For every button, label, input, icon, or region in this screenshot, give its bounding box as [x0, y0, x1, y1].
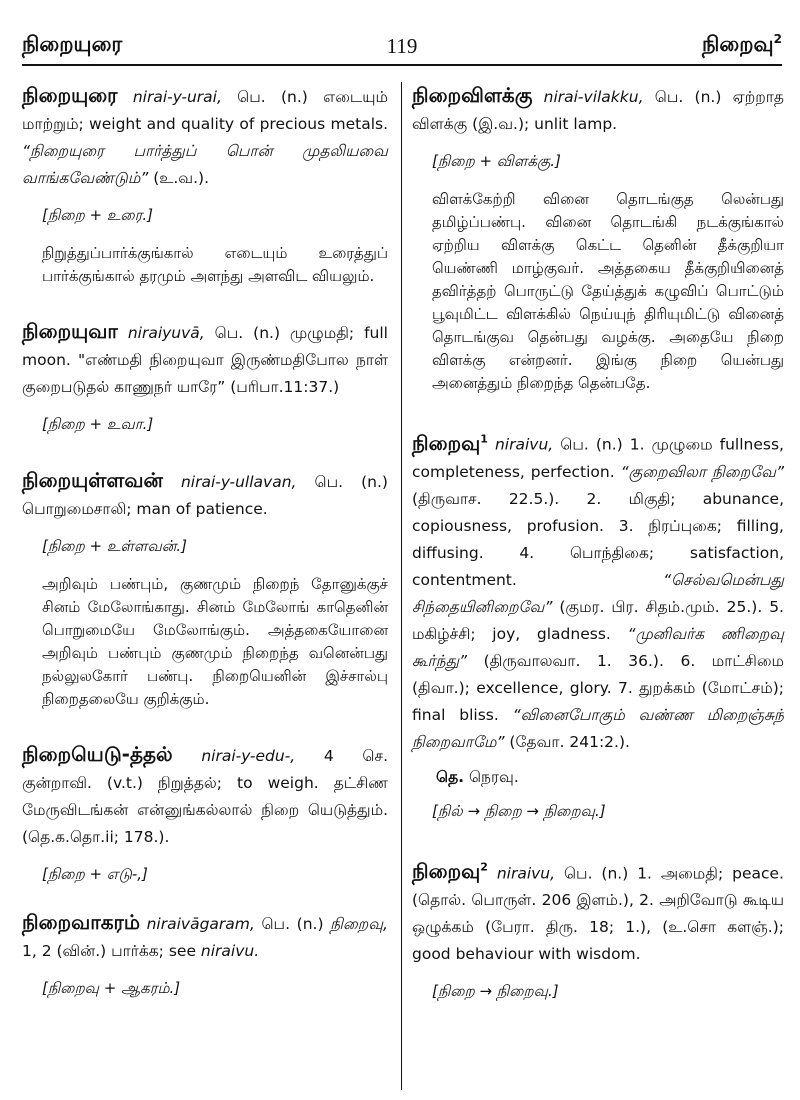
etymology: [நிறை + உரை.]: [42, 206, 153, 224]
entry-niraivagaram: [22, 909, 388, 1001]
etymology: [நில் → நிறை → நிறைவு.]: [432, 801, 606, 820]
headword: நிறைவாகரம்: [22, 910, 140, 934]
headword: நிறையுவா: [22, 319, 118, 343]
entry-definition: நிறையுள்ளவன் nirai-y-ullavan, பெ. (n.) பொறுமைசாலி; man of patience.: [22, 468, 388, 518]
left-column: [22, 82, 388, 1001]
quotation: “முனிவர்க ணிறைவு கூர்ந்து”: [412, 624, 784, 670]
entry-definition: நிறைவு$^2$ niraivu, பெ. (n.) 1. அமைதி; peace. (தொல். பொருள். 206 இளம்.), 2. அறிவோடு கூடிய ஒழுக்கம் (பேரா. திரு. 18; 1.), (உ.சொ களஞ்.); good behaviour with wisdom.: [412, 859, 784, 964]
etymology: [நிறை + உவா.]: [42, 415, 154, 433]
right-column: [412, 82, 784, 1004]
entry-definition: நிறைவு$^1$ niraivu, பெ. (n.) 1. முழுமை fullness, completeness, perfection. “குறைவிலா நிறைவே” (திருவாச. 22.5.). 2. மிகுதி; abunance, copiousness, profusion. 3. நிரப்புகை; filling, diffusing. 4. பொந்திகை; satisfaction, contentment. “செல்வமென்பது சிந்தையினிறைவே” (குமர. பிர. சிதம்.மும். 25.). 5. மகிழ்ச்சி; joy, gladness. “முனிவர்க ணிறைவு கூர்ந்து” (திருவாலவா. 1. 36.). 6. மாட்சிமை (திவா.); excellence, glory. 7. துறக்கம் (மோட்சம்); final bliss. “வினைபோகும் வண்ண மிறைஞ்சுந் நிறைவாமே” (தேவா. 241:2.).: [412, 430, 784, 751]
entry-niraivu-2: [412, 854, 784, 1005]
cognate: தெ. நெரவு.: [436, 767, 519, 786]
headword: நிறைவு$^2$: [412, 859, 488, 884]
entry-niraiyuva: [22, 318, 388, 437]
etymology: [நிறைவு + ஆகரம்.]: [42, 979, 181, 997]
quotation: “வினைபோகும் வண்ண மிறைஞ்சுந் நிறைவாமே”: [412, 705, 784, 751]
entry-niraiyullavan: [22, 467, 388, 711]
transliteration: nirai-y-edu-,: [201, 747, 296, 765]
entry-definition: நிறையுரை nirai-y-urai, பெ. (n.) எடையும் மாற்றும்; weight and quality of precious metals. “நிறையுரை பார்த்துப் பொன் முதலியவை வாங்கவேண்டும்” (உ.வ.).: [22, 83, 389, 187]
quotation: “நிறையுரை பார்த்துப் பொன் முதலியவை வாங்கவேண்டும்”: [22, 142, 388, 187]
explanatory-note: நிறுத்துப்பார்க்குங்கால் எடையும் உரைத்துப் பார்க்குங்கால் தரமும் அளந்து அளவிட வியலும்.: [42, 244, 388, 285]
quotation: “குறைவிலா நிறைவே”: [620, 462, 784, 481]
entry-niraiyedu: [22, 741, 388, 887]
page-number: 119: [386, 34, 418, 58]
transliteration: nirai-y-ullavan,: [180, 473, 297, 491]
transliteration: nirai-y-urai,: [132, 88, 222, 106]
cross-reference: நிறைவு,: [330, 915, 388, 933]
headword: நிறைவு$^1$: [412, 430, 488, 455]
transliteration: niraivāgaram,: [146, 915, 255, 933]
entry-niraivilakku: [412, 82, 784, 395]
headword: நிறையெடு-த்தல்: [22, 742, 173, 766]
header-rule: [22, 64, 782, 66]
entry-definition: நிறையெடு-த்தல் nirai-y-edu-, 4 செ. குன்றாவி. (v.t.) நிறுத்தல்; to weigh. தட்சிண மேருவிடங்கன் என்னுங்கல்லால் நிறை யெடுத்தும். (தெ.க.தொ.ii; 178.).: [22, 742, 388, 846]
entry-niraiyurai: [22, 82, 388, 288]
transliteration: niraivu,: [494, 435, 554, 454]
quotation: “செல்வமென்பது சிந்தையினிறைவே”: [412, 570, 784, 616]
etymology: [நிறை + உள்ளவன்.]: [42, 537, 187, 555]
entry-definition: நிறையுவா niraiyuvā, பெ. (n.) முழுமதி; full moon. "எண்மதி நிறையுவா இருண்மதிபோல நாள் குறைபடுதல் காணுநர் யாரே” (பரிபா.11:37.): [22, 319, 388, 396]
headword: நிறைவிளக்கு: [412, 83, 533, 107]
etymology: [நிறை + விளக்கு.]: [432, 152, 561, 170]
entry-niraivu-1: [412, 425, 784, 824]
headword: நிறையுரை: [22, 83, 118, 107]
header-guide-word-right: நிறைவு$^2$: [701, 32, 782, 56]
header-guide-word-left: நிறையுரை: [22, 32, 123, 56]
explanatory-note: அறிவும் பண்பும், குணமும் நிறைந் தோனுக்குச் சினம் மேலோங்காது. சினம் மேலோங் காதெனின் பொறுமையே மேலோங்கும். அத்தகையோனை அறிவும் பண்பும் குணமும் நிறைந்த வனென்பது நல்லுலகோர் பண்பு. நிறையெனின் இச்சால்பு நிறைதலையே குறிக்கும்.: [42, 575, 388, 708]
entry-definition: நிறைவாகரம் niraivāgaram, பெ. (n.) நிறைவு, 1, 2 (வின்.) பார்க்க; see niraivu.: [22, 910, 388, 960]
transliteration: niraivu,: [496, 864, 556, 883]
page-header: [22, 30, 782, 66]
etymology: [நிறை + எடு-,]: [42, 865, 148, 883]
transliteration: niraiyuvā,: [127, 324, 205, 342]
transliteration: nirai-vilakku,: [543, 88, 644, 106]
explanatory-note: விளக்கேற்றி வினை தொடங்குத லென்பது தமிழ்ப்பண்பு. வினை தொடங்கி நடக்குங்கால் ஏற்றிய விளக்கு கெட்ட தெனின் தீக்குறியா யெண்ணி மாழ்குவர். அத்தகைய தீக்குறியினைத் தவிர்த்தற் பொருட்டு தேய்த்துக் கழுவிப் பொட்டும் பூவுமிட்ட விளக்கில் நெய்யுந் திரியுமிட்டு வினைத் தொடங்குவ தென்பது வழக்கு. அதையே நிறை விளக்கு என்றனர். இங்கு நிறை யென்பது அனைத்தும் நிறைந்த தென்பதே.: [432, 190, 784, 392]
see-reference: niraivu.: [200, 942, 260, 960]
entry-definition: நிறைவிளக்கு nirai-vilakku, பெ. (n.) ஏற்றாத விளக்கு (இ.வ.); unlit lamp.: [412, 83, 784, 133]
column-divider: [401, 82, 402, 1090]
etymology: [நிறை → நிறைவு.]: [432, 982, 559, 1001]
headword: நிறையுள்ளவன்: [22, 468, 163, 492]
